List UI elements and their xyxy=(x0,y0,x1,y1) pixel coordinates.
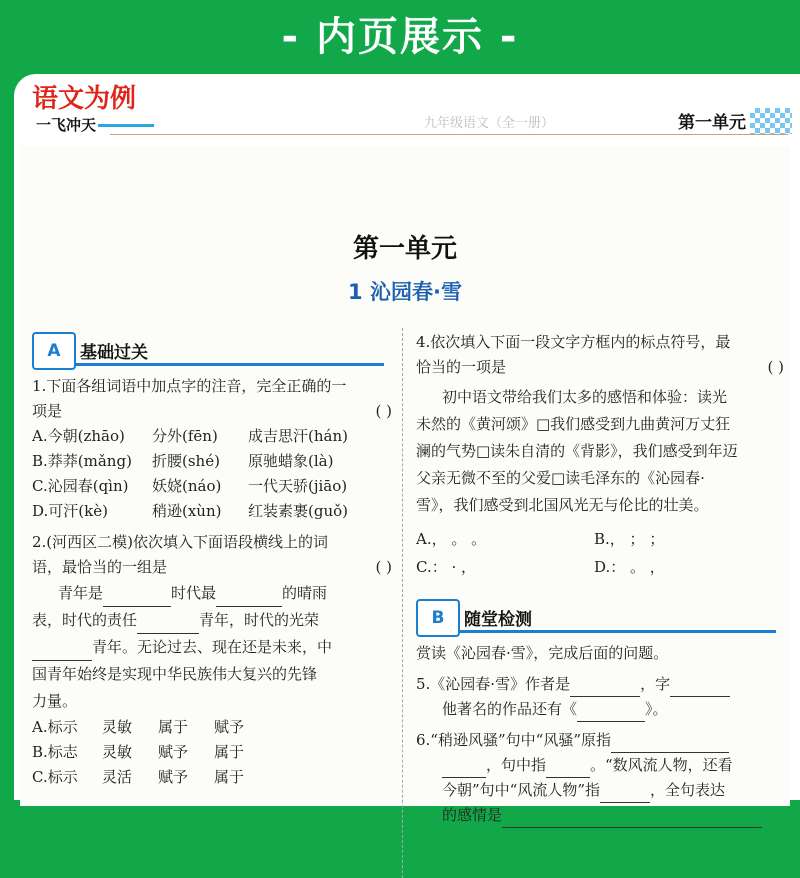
q4-passage-line5: 雪》，我们感受到北国风光无与伦比的壮美。 xyxy=(416,496,709,514)
section-b xyxy=(416,599,784,635)
q4-answer-paren[interactable]: ( ) xyxy=(767,358,784,376)
q2-text2: 时代最 xyxy=(171,584,217,602)
q5-line1 xyxy=(416,672,784,697)
q1-d-word3: 红装素裹(guǒ) xyxy=(248,502,348,520)
q6-blank4[interactable] xyxy=(600,784,650,803)
q6-line2 xyxy=(416,753,784,778)
q2-answer-paren[interactable]: ( ) xyxy=(375,558,392,576)
q4-passage-line4: 父亲无微不至的父爱□读毛泽东的《沁园春· xyxy=(416,469,705,487)
q5-blank-courtesy[interactable] xyxy=(670,678,730,697)
q2-stem-text: 语，最恰当的一组是 xyxy=(32,558,168,576)
q4-stem-line2 xyxy=(416,355,784,380)
q1-c-word2: 妖娆(náo) xyxy=(152,477,222,495)
q1-b-word1: B.莽莽(mǎng) xyxy=(32,452,132,470)
q5-text3: 他著名的作品还有《 xyxy=(442,700,578,718)
column-divider xyxy=(402,328,403,878)
q4-option-d[interactable]: D.： 。 ， xyxy=(594,558,665,576)
q4-passage-line3: 澜的气势□读朱自清的《背影》，我们感受到年迈 xyxy=(416,442,738,460)
q2-blank1[interactable] xyxy=(103,588,171,607)
q6-text4: 今朝”句中“风流人物”指 xyxy=(442,781,601,799)
q4-stem-line1: 4.依次填入下面一段文字方框内的标点符号，最 xyxy=(416,333,731,351)
q2-c-w3: 赋予 xyxy=(158,768,189,786)
q6-text5: ，全句表达 xyxy=(650,781,726,799)
right-column xyxy=(416,330,784,828)
q6-blank1[interactable] xyxy=(611,734,729,753)
q2-a-w1: A.标示 xyxy=(32,718,78,736)
q1-d-word2: 稍逊(xùn) xyxy=(152,502,222,520)
q2-stem-line1: 2.(河西区二模)依次填入下面语段横线上的词 xyxy=(32,533,329,551)
q4-option-c[interactable]: C.： · ， xyxy=(416,558,477,576)
q1-d-word1: D.可汗(kè) xyxy=(32,502,108,520)
q2-passage xyxy=(32,580,392,715)
book-page xyxy=(20,146,790,824)
q4-options-row1 xyxy=(416,525,784,553)
section-b-book-icon: B xyxy=(416,599,460,637)
q2-a-w4: 赋予 xyxy=(214,718,245,736)
q5-line2 xyxy=(416,697,784,722)
q2-text5: 青年，时代的光荣 xyxy=(199,611,320,629)
left-column xyxy=(32,330,392,790)
book-subject: 九年级语文（全一册） xyxy=(424,116,555,131)
q6-text6: 的感情是 xyxy=(442,806,503,824)
q4-option-a[interactable]: A.， 。 。 xyxy=(416,530,487,548)
q2-passage-line4: 国青年始终是实现中华民族伟大复兴的先锋 xyxy=(32,665,318,683)
q6-text2: ，句中指 xyxy=(486,756,547,774)
q6-line4 xyxy=(416,803,784,828)
section-b-title: 随堂检测 xyxy=(464,610,532,630)
q2-b-w2: 灵敏 xyxy=(102,743,133,761)
q2-option-c[interactable] xyxy=(32,765,392,790)
q2-c-w4: 属于 xyxy=(214,768,245,786)
q2-stem-line2 xyxy=(32,555,392,580)
q6-blank2[interactable] xyxy=(442,759,486,778)
q1-option-d[interactable] xyxy=(32,499,392,524)
q5-blank-author[interactable] xyxy=(570,678,640,697)
checker-decoration-icon xyxy=(750,108,792,134)
q6-blank5[interactable] xyxy=(502,809,762,828)
q6-line1 xyxy=(416,728,784,753)
q2-text1: 青年是 xyxy=(58,584,104,602)
logo-swoosh-icon xyxy=(98,124,154,127)
q6-text3: 。“数风流人物，还看 xyxy=(590,756,733,774)
q2-text6: 青年。无论过去、现在还是未来，中 xyxy=(92,638,333,656)
q1-stem-line1: 1.下面各组词语中加点字的注音，完全正确的一 xyxy=(32,377,347,395)
q2-b-w1: B.标志 xyxy=(32,743,78,761)
q2-blank2[interactable] xyxy=(216,588,282,607)
q2-a-w3: 属于 xyxy=(158,718,189,736)
q2-blank4[interactable] xyxy=(32,642,92,661)
q1-option-c[interactable] xyxy=(32,474,392,499)
section-a-rule xyxy=(76,363,384,366)
q2-text4: 表，时代的责任 xyxy=(32,611,138,629)
brand-logo xyxy=(36,114,154,135)
q5-blank-works[interactable] xyxy=(577,703,645,722)
q4-passage xyxy=(416,384,784,519)
q2-passage-line5: 力量。 xyxy=(32,692,78,710)
q4-passage-line1: 初中语文带给我们太多的感悟和体验：读光 xyxy=(442,388,728,406)
q2-option-a[interactable] xyxy=(32,715,392,740)
q5-text2: ，字 xyxy=(640,675,671,693)
q1-stem-text: 项是 xyxy=(32,402,63,420)
q2-b-w3: 赋予 xyxy=(158,743,189,761)
q2-passage-line1 xyxy=(32,580,392,607)
section-a xyxy=(32,332,392,368)
section-a-title: 基础过关 xyxy=(80,343,148,363)
q2-a-w2: 灵敏 xyxy=(102,718,133,736)
unit-heading: 第一单元 xyxy=(352,234,457,264)
section-b-rule xyxy=(460,630,776,633)
q2-text3: 的晴雨 xyxy=(282,584,328,602)
q4-option-b[interactable]: B.， ； ； xyxy=(594,530,665,548)
q1-stem-line2 xyxy=(32,399,392,424)
q1-option-a[interactable] xyxy=(32,424,392,449)
q2-passage-line2 xyxy=(32,607,392,634)
q2-c-w1: C.标示 xyxy=(32,768,78,786)
q5-text1: 5.《沁园春·雪》作者是 xyxy=(416,675,571,693)
q1-a-word3: 成吉思汗(hán) xyxy=(248,427,348,445)
reading-intro: 赏读《沁园春·雪》，完成后面的问题。 xyxy=(416,644,669,662)
lesson-heading: 1 沁园春·雪 xyxy=(348,280,462,304)
q1-a-word2: 分外(fēn) xyxy=(152,427,218,445)
q1-answer-paren[interactable]: ( ) xyxy=(375,402,392,420)
banner-title: - 内页展示 - xyxy=(281,14,519,60)
preview-card xyxy=(14,74,800,824)
q1-b-word3: 原驰蜡象(là) xyxy=(248,452,334,470)
example-tag: 语文为例 xyxy=(32,84,137,114)
q2-passage-line3 xyxy=(32,634,392,661)
q6-text1: 6.“稍逊风骚”句中“风骚”原指 xyxy=(416,731,611,749)
q2-c-w2: 灵活 xyxy=(102,768,133,786)
brand-logo-text: 一飞冲天 xyxy=(36,116,97,134)
q6-line3 xyxy=(416,778,784,803)
header-unit: 第一单元 xyxy=(678,113,746,133)
header-rule xyxy=(110,134,788,135)
q2-blank3[interactable] xyxy=(137,615,199,634)
section-a-book-icon: A xyxy=(32,332,76,370)
q1-c-word3: 一代天骄(jiāo) xyxy=(248,477,348,495)
q2-b-w4: 属于 xyxy=(214,743,245,761)
q5-text4: 》。 xyxy=(645,700,668,718)
q1-option-b[interactable] xyxy=(32,449,392,474)
q4-stem-text: 恰当的一项是 xyxy=(416,358,507,376)
q2-option-b[interactable] xyxy=(32,740,392,765)
q1-b-word2: 折腰(shé) xyxy=(152,452,220,470)
q4-passage-line2: 未然的《黄河颂》□我们感受到九曲黄河万丈狂 xyxy=(416,415,731,433)
q4-options-row2 xyxy=(416,553,784,581)
q1-a-word1: A.今朝(zhāo) xyxy=(32,427,125,445)
q1-c-word1: C.沁园春(qìn) xyxy=(32,477,129,495)
q6-blank3[interactable] xyxy=(546,759,590,778)
